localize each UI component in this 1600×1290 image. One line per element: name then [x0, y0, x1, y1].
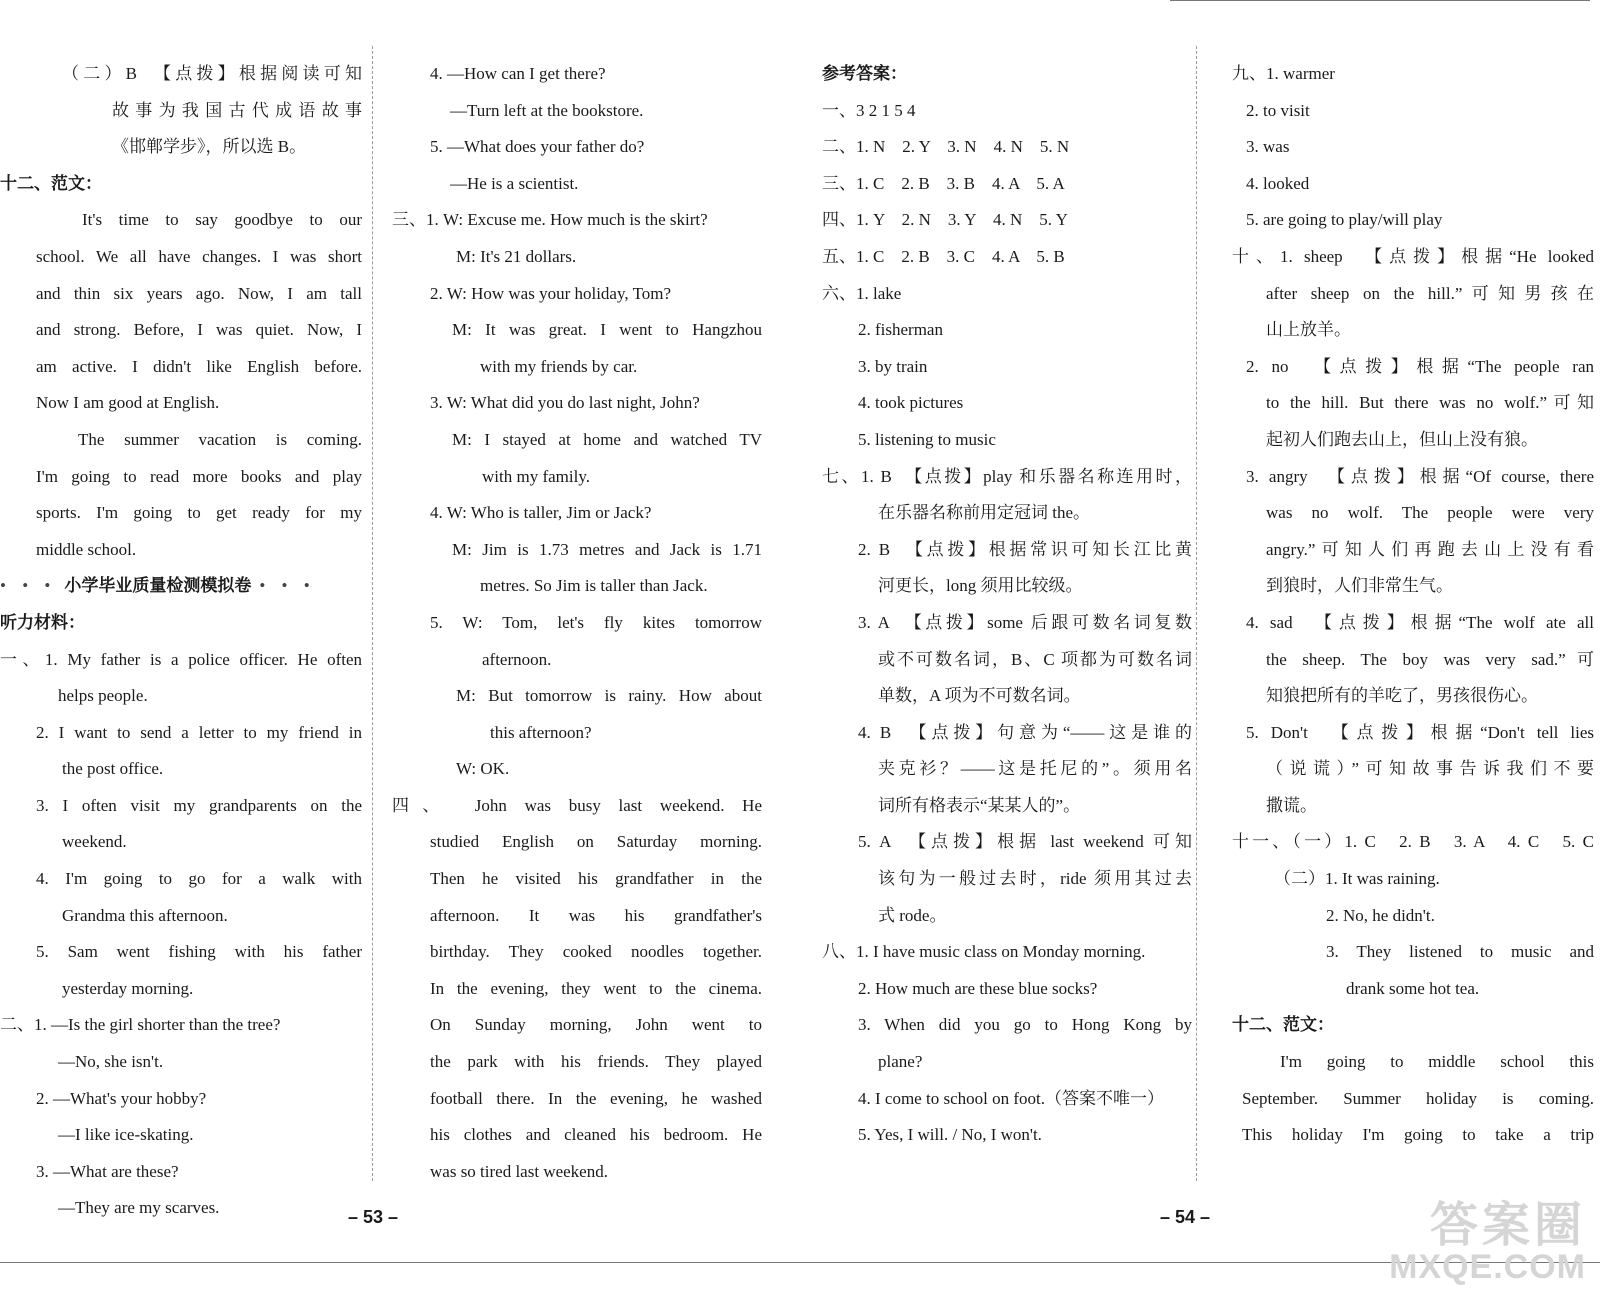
- left-page-column-2: [392, 56, 762, 1190]
- line-text: The summer vacation is coming.: [78, 429, 362, 449]
- text-line: [822, 239, 1192, 276]
- line-text: 5. Don't 【点拨】根据“Don't tell lies: [1246, 722, 1594, 742]
- text-line: [392, 861, 762, 898]
- text-line: [822, 129, 1192, 166]
- text-line: [0, 56, 362, 93]
- line-text: 或不可数名词，B、C 项都为可数名词: [878, 649, 1192, 669]
- text-line: [392, 495, 762, 532]
- line-text: and strong. Before, I was quiet. Now, I: [36, 320, 362, 340]
- text-line: [822, 1007, 1192, 1044]
- text-line: [392, 349, 762, 386]
- line-text: 2. I want to send a letter to my friend in: [36, 722, 362, 742]
- text-line: [392, 239, 762, 276]
- line-text: am active. I didn't like English before.: [36, 356, 362, 376]
- text-line: [822, 532, 1192, 569]
- line-text: 4. looked: [1246, 173, 1310, 193]
- text-line: [392, 56, 762, 93]
- text-line: [822, 56, 1192, 93]
- line-text: 十一、（一）1. C 2. B 3. A 4. C 5. C: [1232, 832, 1594, 852]
- right-page-column-2: [1232, 56, 1594, 1154]
- text-line: [822, 495, 1192, 532]
- line-text: his clothes and cleaned his bedroom. He: [430, 1125, 762, 1145]
- right-page-column-1: [822, 56, 1192, 1154]
- text-line: [822, 1081, 1192, 1118]
- text-line: [0, 678, 362, 715]
- text-line: [1232, 861, 1594, 898]
- text-line: [1232, 751, 1594, 788]
- line-text: September. Summer holiday is coming.: [1242, 1088, 1594, 1108]
- line-text: 3. W: What did you do last night, John?: [430, 393, 700, 413]
- line-text: 到狼时，人们非常生气。: [1266, 576, 1453, 596]
- line-text: 3. —What are these?: [36, 1161, 179, 1181]
- line-text: 3. angry 【点拨】根据“Of course, there: [1246, 466, 1594, 486]
- text-line: [0, 93, 362, 130]
- line-text: 山上放羊。: [1266, 320, 1351, 340]
- line-text: 4. I'm going to go for a walk with: [36, 869, 362, 889]
- line-text: It's time to say goodbye to our: [82, 210, 362, 230]
- line-text: 故事为我国古代成语故事: [112, 100, 362, 120]
- text-line: [0, 1081, 362, 1118]
- line-text: football there. In the evening, he washed: [430, 1088, 762, 1108]
- text-line: [822, 568, 1192, 605]
- text-line: [822, 861, 1192, 898]
- text-line: [392, 788, 762, 825]
- line-text: M: It was great. I went to Hangzhou: [452, 320, 762, 340]
- line-text: 5. A 【点拨】根据 last weekend 可知: [858, 832, 1192, 852]
- text-line: [392, 1081, 762, 1118]
- text-line: [1232, 312, 1594, 349]
- text-line: [1232, 1044, 1594, 1081]
- line-text: 5. W: Tom, let's fly kites tomorrow: [430, 612, 762, 632]
- line-text: 5. Sam went fishing with his father: [36, 942, 362, 962]
- text-line: [392, 385, 762, 422]
- text-line: [0, 1154, 362, 1191]
- text-line: [822, 788, 1192, 825]
- text-line: [0, 1044, 362, 1081]
- line-text: 式 rode。: [878, 905, 947, 925]
- line-text: Now I am good at English.: [36, 393, 220, 413]
- text-line: [0, 898, 362, 935]
- text-line: [822, 202, 1192, 239]
- line-text: plane?: [878, 1052, 923, 1072]
- page-number-right: – 54 –: [1160, 1207, 1211, 1227]
- line-text: 九、1. warmer: [1232, 64, 1335, 83]
- column-divider: [1196, 46, 1197, 1181]
- line-text: 五、1. C 2. B 3. C 4. A 5. B: [822, 246, 1065, 266]
- text-line: [0, 532, 362, 569]
- line-text: 三、1. W: Excuse me. How much is the skirt?: [392, 210, 708, 230]
- line-text: 十、1. sheep 【点拨】根据“He looked: [1232, 246, 1594, 266]
- line-text: 单数，A 项为不可数名词。: [878, 686, 1081, 706]
- line-text: 七、1. B 【点拨】play 和乐器名称连用时，: [822, 466, 1192, 486]
- text-line: [1232, 239, 1594, 276]
- line-text: after sheep on the hill.”可知男孩在: [1266, 283, 1594, 303]
- text-line: [822, 422, 1192, 459]
- text-line: [0, 642, 362, 679]
- text-line: [1232, 385, 1594, 422]
- text-line: [1232, 93, 1594, 130]
- text-line: [0, 495, 362, 532]
- watermark-logo: [1389, 1199, 1586, 1286]
- text-line: [392, 1044, 762, 1081]
- line-text: school. We all have changes. I was short: [36, 246, 362, 266]
- text-line: [392, 1007, 762, 1044]
- line-text: 二、1. —Is the girl shorter than the tree?: [0, 1015, 281, 1035]
- line-text: （二）B 【点拨】根据阅读可知: [62, 64, 362, 83]
- line-text: 4. took pictures: [858, 393, 964, 413]
- line-text: afternoon. It was his grandfather's: [430, 905, 762, 925]
- line-text: 3. When did you go to Hong Kong by: [858, 1015, 1192, 1035]
- text-line: [0, 312, 362, 349]
- text-line: [392, 751, 762, 788]
- watermark-text: 答案圈: [1429, 1199, 1586, 1252]
- line-text: 2. no 【点拨】根据“The people ran: [1246, 356, 1594, 376]
- line-text: 六、1. lake: [822, 283, 902, 303]
- text-line: [822, 93, 1192, 130]
- text-line: [822, 312, 1192, 349]
- text-line: [392, 422, 762, 459]
- line-text: 3. was: [1246, 137, 1290, 157]
- line-text: 八、1. I have music class on Monday morning.: [822, 942, 1146, 962]
- text-line: [1232, 824, 1594, 861]
- text-line: [1232, 788, 1594, 825]
- text-line: [0, 129, 362, 166]
- line-text: 该句为一般过去时，ride 须用其过去: [878, 869, 1192, 889]
- line-text: 2. to visit: [1246, 100, 1310, 120]
- line-text: 撒谎。: [1266, 795, 1317, 815]
- left-page-column-1: [0, 56, 362, 1227]
- text-line: [1232, 276, 1594, 313]
- text-line: [1232, 422, 1594, 459]
- line-text: with my friends by car.: [480, 356, 638, 376]
- text-line: [0, 715, 362, 752]
- text-line: [822, 642, 1192, 679]
- text-line: [0, 1117, 362, 1154]
- text-line: [392, 605, 762, 642]
- decorative-dots: • • •: [0, 576, 57, 596]
- line-text: 2. —What's your hobby?: [36, 1088, 207, 1108]
- line-text: weekend.: [62, 832, 127, 852]
- text-line: [0, 202, 362, 239]
- line-text: 5. listening to music: [858, 429, 996, 449]
- line-text: 一、1. My father is a police officer. He often: [0, 649, 362, 669]
- text-line: [0, 349, 362, 386]
- text-line: [0, 1007, 362, 1044]
- text-line: [0, 751, 362, 788]
- line-text: 5. Yes, I will. / No, I won't.: [858, 1125, 1042, 1145]
- line-text: studied English on Saturday morning.: [430, 832, 762, 852]
- line-text: 4. sad 【点拨】根据“The wolf ate all: [1246, 612, 1594, 632]
- line-text: Then he visited his grandfather in the: [430, 869, 762, 889]
- line-text: 夹克衫？——这是托尼的”。须用名: [878, 759, 1192, 779]
- line-text: 一、3 2 1 5 4: [822, 100, 916, 120]
- text-line: [1232, 1081, 1594, 1118]
- line-text: —I like ice-skating.: [58, 1125, 194, 1145]
- line-text: was no wolf. The people were very: [1266, 503, 1594, 523]
- text-line: [1232, 495, 1594, 532]
- line-text: 知狼把所有的羊吃了，男孩很伤心。: [1266, 686, 1538, 706]
- line-text: 《邯郸学步》，所以选 B。: [112, 137, 307, 157]
- line-text: drank some hot tea.: [1346, 978, 1480, 998]
- line-text: 听力材料：: [0, 612, 85, 632]
- text-line: [1232, 678, 1594, 715]
- text-line: [392, 166, 762, 203]
- text-line: [822, 824, 1192, 861]
- text-line: [822, 1117, 1192, 1154]
- text-line: [392, 824, 762, 861]
- text-line: [1232, 715, 1594, 752]
- line-text: 3. They listened to music and: [1326, 942, 1594, 962]
- line-text: I'm going to middle school this: [1280, 1052, 1594, 1072]
- text-line: [822, 751, 1192, 788]
- line-text: 4. B 【点拨】句意为“——这是谁的: [858, 722, 1192, 742]
- text-line: [1232, 56, 1594, 93]
- text-line: [1232, 934, 1594, 971]
- text-line: [392, 568, 762, 605]
- line-text: 3. by train: [858, 356, 928, 376]
- line-text: 4. W: Who is taller, Jim or Jack?: [430, 503, 652, 523]
- text-line: [392, 971, 762, 1008]
- line-text: 河更长，long 须用比较级。: [878, 576, 1083, 596]
- line-text: 四、1. Y 2. N 3. Y 4. N 5. Y: [822, 210, 1068, 230]
- text-line: [822, 385, 1192, 422]
- text-line: [392, 898, 762, 935]
- line-text: angry.”可知人们再跑去山上没有看: [1266, 539, 1594, 559]
- text-line: [822, 971, 1192, 1008]
- text-line: [392, 1117, 762, 1154]
- line-text: to the hill. But there was no wolf.”可知: [1266, 393, 1594, 413]
- text-line: [0, 934, 362, 971]
- line-text: 词所有格表示“某某人的”。: [878, 795, 1081, 815]
- line-text: 3. I often visit my grandparents on the: [36, 795, 362, 815]
- line-text: 二、1. N 2. Y 3. N 4. N 5. N: [822, 137, 1070, 157]
- line-text: （二）1. It was raining.: [1274, 869, 1440, 889]
- text-line: [392, 678, 762, 715]
- text-line: [0, 276, 362, 313]
- line-text: with my family.: [482, 466, 590, 486]
- text-line: [1232, 1117, 1594, 1154]
- text-line: [392, 642, 762, 679]
- line-text: 起初人们跑去山上，但山上没有狼。: [1266, 429, 1538, 449]
- line-text: 5. are going to play/will play: [1246, 210, 1443, 230]
- line-text: 3. A 【点拨】some 后跟可数名词复数: [858, 612, 1192, 632]
- text-line: [1232, 898, 1594, 935]
- line-text: 十二、范文：: [0, 173, 102, 193]
- line-text: birthday. They cooked noodles together.: [430, 942, 762, 962]
- line-text: this afternoon?: [490, 722, 592, 742]
- line-text: 4. I come to school on foot.（答案不唯一）: [858, 1088, 1164, 1108]
- line-text: I'm going to read more books and play: [36, 466, 362, 486]
- text-line: [392, 93, 762, 130]
- text-line: [822, 605, 1192, 642]
- line-text: Grandma this afternoon.: [62, 905, 228, 925]
- text-line: [822, 276, 1192, 313]
- line-text: afternoon.: [482, 649, 552, 669]
- text-line: [1232, 459, 1594, 496]
- line-text: 2. How much are these blue socks?: [858, 978, 1098, 998]
- text-line: [1232, 971, 1594, 1008]
- line-text: the sheep. The boy was very sad.”可: [1266, 649, 1594, 669]
- line-text: middle school.: [36, 539, 137, 559]
- line-text: 5. —What does your father do?: [430, 137, 645, 157]
- column-divider: [372, 46, 373, 1181]
- line-text: M: It's 21 dollars.: [456, 246, 577, 266]
- text-line: [1232, 202, 1594, 239]
- line-text: 参考答案：: [822, 64, 907, 83]
- line-text: was so tired last weekend.: [430, 1161, 608, 1181]
- line-text: —He is a scientist.: [450, 173, 579, 193]
- line-text: W: OK.: [456, 759, 510, 779]
- text-line: [822, 715, 1192, 752]
- text-line: [1232, 568, 1594, 605]
- text-line: [1232, 166, 1594, 203]
- text-line: [392, 715, 762, 752]
- text-line: [822, 1044, 1192, 1081]
- line-text: the post office.: [62, 759, 164, 779]
- decorative-dots: • • •: [259, 576, 316, 596]
- line-text: —They are my scarves.: [58, 1198, 220, 1218]
- section-heading: [0, 568, 362, 605]
- text-line: [0, 459, 362, 496]
- line-text: 2. fisherman: [858, 320, 943, 340]
- line-text: —Turn left at the bookstore.: [450, 100, 644, 120]
- line-text: and thin six years ago. Now, I am tall: [36, 283, 362, 303]
- section-title: 小学毕业质量检测模拟卷: [64, 576, 252, 596]
- text-line: [0, 605, 362, 642]
- page-number-left: – 53 –: [348, 1207, 399, 1227]
- text-line: [0, 824, 362, 861]
- line-text: helps people.: [58, 686, 148, 706]
- text-line: [0, 1190, 362, 1227]
- text-line: [0, 861, 362, 898]
- text-line: [392, 276, 762, 313]
- line-text: 4. —How can I get there?: [430, 64, 606, 83]
- text-line: [0, 385, 362, 422]
- line-text: —No, she isn't.: [58, 1052, 164, 1072]
- line-text: metres. So Jim is taller than Jack.: [480, 576, 708, 596]
- line-text: 三、1. C 2. B 3. B 4. A 5. A: [822, 173, 1065, 193]
- bottom-rule: [0, 1262, 1600, 1263]
- line-text: This holiday I'm going to take a trip: [1242, 1125, 1594, 1145]
- text-line: [392, 459, 762, 496]
- text-line: [392, 129, 762, 166]
- text-line: [0, 788, 362, 825]
- line-text: M: I stayed at home and watched TV: [452, 429, 762, 449]
- line-text: 2. W: How was your holiday, Tom?: [430, 283, 672, 303]
- text-line: [392, 532, 762, 569]
- line-text: 2. No, he didn't.: [1326, 905, 1435, 925]
- text-line: [392, 934, 762, 971]
- text-line: [822, 166, 1192, 203]
- text-line: [0, 166, 362, 203]
- line-text: M: But tomorrow is rainy. How about: [456, 686, 762, 706]
- line-text: In the evening, they went to the cinema.: [430, 978, 762, 998]
- text-line: [0, 422, 362, 459]
- text-line: [1232, 1007, 1594, 1044]
- text-line: [392, 312, 762, 349]
- top-rule: [1170, 0, 1590, 1]
- line-text: 十二、范文：: [1232, 1015, 1334, 1035]
- line-text: M: Jim is 1.73 metres and Jack is 1.71: [452, 539, 762, 559]
- text-line: [392, 1154, 762, 1191]
- watermark-url: MXQE.COM: [1389, 1248, 1586, 1286]
- text-line: [1232, 605, 1594, 642]
- text-line: [1232, 349, 1594, 386]
- line-text: sports. I'm going to get ready for my: [36, 503, 362, 523]
- line-text: the park with his friends. They played: [430, 1052, 762, 1072]
- text-line: [822, 459, 1192, 496]
- text-line: [1232, 129, 1594, 166]
- line-text: 在乐器名称前用定冠词 the。: [878, 503, 1091, 523]
- line-text: 四、 John was busy last weekend. He: [392, 795, 762, 815]
- text-line: [1232, 532, 1594, 569]
- text-line: [822, 898, 1192, 935]
- text-line: [0, 239, 362, 276]
- text-line: [392, 202, 762, 239]
- line-text: yesterday morning.: [62, 978, 194, 998]
- text-line: [822, 349, 1192, 386]
- text-line: [822, 678, 1192, 715]
- line-text: （说谎）”可知故事告诉我们不要: [1266, 759, 1594, 779]
- line-text: 2. B 【点拨】根据常识可知长江比黄: [858, 539, 1192, 559]
- text-line: [0, 971, 362, 1008]
- line-text: On Sunday morning, John went to: [430, 1015, 762, 1035]
- text-line: [1232, 642, 1594, 679]
- text-line: [822, 934, 1192, 971]
